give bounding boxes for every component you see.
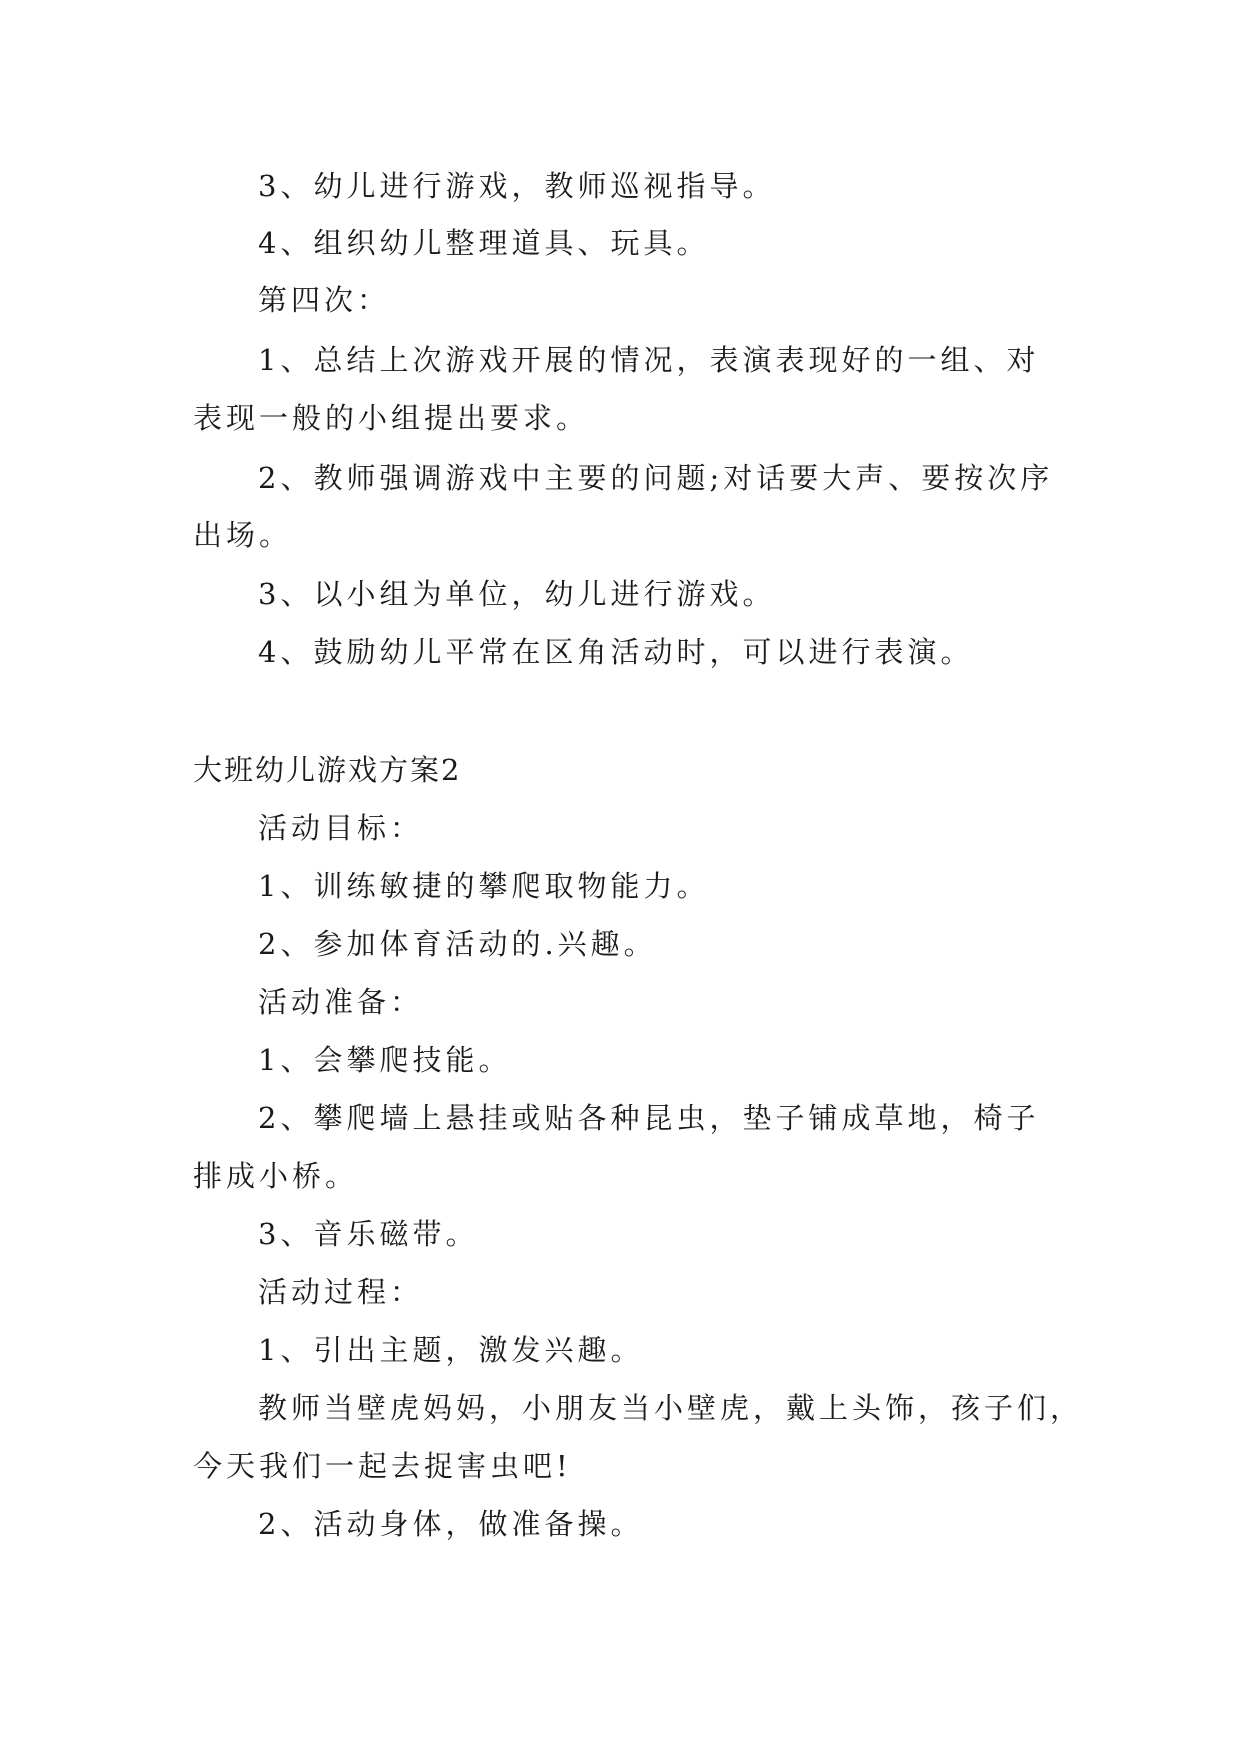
- paragraph-line: 2、攀爬墙上悬挂或贴各种昆虫，垫子铺成草地，椅子: [258, 1101, 1040, 1135]
- section-title: 大班幼儿游戏方案2: [193, 753, 462, 787]
- paragraph-line: 4、组织幼儿整理道具、玩具。: [258, 226, 710, 260]
- paragraph-line: 3、音乐磁带。: [258, 1217, 479, 1251]
- paragraph-line: 1、训练敏捷的攀爬取物能力。: [258, 869, 710, 903]
- paragraph-line: 2、参加体育活动的.兴趣。: [258, 927, 657, 961]
- section-label: 活动目标：: [258, 811, 424, 845]
- section-label: 活动过程：: [258, 1275, 424, 1309]
- paragraph-line: 表现一般的小组提出要求。: [193, 401, 590, 435]
- paragraph-line: 出场。: [193, 518, 293, 552]
- paragraph-line: 1、引出主题，激发兴趣。: [258, 1333, 644, 1367]
- paragraph-line: 1、总结上次游戏开展的情况，表演表现好的一组、对: [258, 343, 1040, 377]
- section-label: 第四次：: [258, 283, 391, 317]
- paragraph-line: 3、幼儿进行游戏，教师巡视指导。: [258, 169, 776, 203]
- paragraph-line: 1、会攀爬技能。: [258, 1043, 512, 1077]
- paragraph-line: 2、教师强调游戏中主要的问题;对话要大声、要按次序: [258, 461, 1054, 495]
- paragraph-line: 2、活动身体，做准备操。: [258, 1507, 644, 1541]
- paragraph-line: 今天我们一起去捉害虫吧!: [193, 1449, 572, 1483]
- paragraph-line: 教师当壁虎妈妈，小朋友当小壁虎，戴上头饰，孩子们，: [258, 1391, 1084, 1425]
- paragraph-line: 4、鼓励幼儿平常在区角活动时，可以进行表演。: [258, 635, 974, 669]
- paragraph-line: 3、以小组为单位，幼儿进行游戏。: [258, 577, 776, 611]
- section-label: 活动准备：: [258, 985, 424, 1019]
- paragraph-line: 排成小桥。: [193, 1159, 359, 1193]
